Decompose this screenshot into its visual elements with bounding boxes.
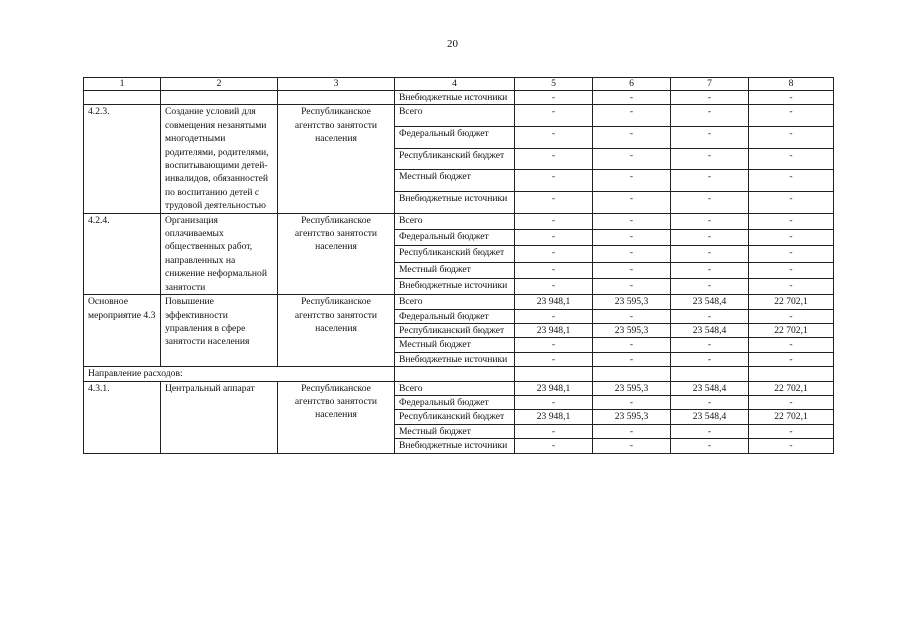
value-cell: - <box>515 148 593 170</box>
value-cell: - <box>515 395 593 409</box>
funding-source: Внебюджетные источники <box>395 352 515 366</box>
funding-source: Федеральный бюджет <box>395 229 515 245</box>
value-cell: - <box>671 91 749 105</box>
value-cell: 22 702,1 <box>749 295 834 309</box>
value-cell: - <box>593 170 671 192</box>
value-cell: - <box>515 127 593 149</box>
table-row <box>84 213 834 229</box>
activity-name: Создание условий для совмещения незанятыми многодетными родителями, родителями, воспитывающими детей-инвалидов, обязанностей по воспитанию детей с трудовой деятельностью <box>161 105 278 213</box>
value-cell: - <box>749 395 834 409</box>
funding-source: Местный бюджет <box>395 170 515 192</box>
empty-cell <box>515 367 593 381</box>
value-cell: - <box>671 424 749 438</box>
funding-source: Республиканский бюджет <box>395 323 515 337</box>
value-cell: - <box>515 213 593 229</box>
value-cell: - <box>671 148 749 170</box>
value-cell: - <box>671 127 749 149</box>
value-cell: 23 948,1 <box>515 381 593 395</box>
activity-code: 4.3.1. <box>84 381 161 453</box>
value-cell: - <box>749 127 834 149</box>
value-cell: - <box>749 229 834 245</box>
table-row <box>84 295 834 309</box>
empty-cell <box>671 367 749 381</box>
value-cell: 23 595,3 <box>593 295 671 309</box>
value-cell: - <box>593 278 671 294</box>
value-cell: - <box>593 213 671 229</box>
activity-code: 4.2.3. <box>84 105 161 213</box>
funding-source: Республиканский бюджет <box>395 246 515 262</box>
value-cell: 23 548,4 <box>671 410 749 424</box>
value-cell: - <box>515 309 593 323</box>
value-cell: - <box>593 191 671 213</box>
executor: Республиканское агентство занятости населения <box>278 213 395 294</box>
activity-code: 4.2.4. <box>84 213 161 294</box>
value-cell: - <box>749 439 834 453</box>
empty-cell <box>593 367 671 381</box>
value-cell: - <box>593 424 671 438</box>
value-cell: - <box>671 213 749 229</box>
value-cell: - <box>749 309 834 323</box>
empty-cell <box>749 367 834 381</box>
column-number-header: 6 <box>593 78 671 91</box>
column-number-header: 3 <box>278 78 395 91</box>
value-cell: - <box>515 229 593 245</box>
funding-source: Федеральный бюджет <box>395 127 515 149</box>
executor: Республиканское агентство занятости населения <box>278 381 395 453</box>
funding-source: Всего <box>395 381 515 395</box>
budget-table <box>83 77 834 454</box>
page-number: 20 <box>447 38 458 50</box>
column-number-header: 7 <box>671 78 749 91</box>
value-cell: - <box>515 170 593 192</box>
value-cell: - <box>593 127 671 149</box>
table-row <box>84 105 834 127</box>
funding-source: Внебюджетные источники <box>395 439 515 453</box>
value-cell: - <box>749 170 834 192</box>
value-cell: - <box>593 309 671 323</box>
empty-cell <box>278 91 395 105</box>
funding-source: Всего <box>395 105 515 127</box>
value-cell: - <box>593 352 671 366</box>
value-cell: - <box>749 352 834 366</box>
funding-source: Республиканский бюджет <box>395 148 515 170</box>
value-cell: - <box>749 262 834 278</box>
funding-source: Местный бюджет <box>395 262 515 278</box>
value-cell: - <box>671 278 749 294</box>
value-cell: - <box>671 439 749 453</box>
value-cell: 23 948,1 <box>515 323 593 337</box>
value-cell: 22 702,1 <box>749 410 834 424</box>
empty-cell <box>161 91 278 105</box>
funding-source: Внебюджетные источники <box>395 278 515 294</box>
value-cell: 23 948,1 <box>515 295 593 309</box>
table-row <box>84 91 834 105</box>
value-cell: - <box>593 105 671 127</box>
section-label: Направление расходов: <box>84 367 395 381</box>
value-cell: - <box>671 229 749 245</box>
value-cell: - <box>515 191 593 213</box>
value-cell: - <box>515 278 593 294</box>
value-cell: - <box>671 262 749 278</box>
value-cell: - <box>515 91 593 105</box>
value-cell: 23 548,4 <box>671 295 749 309</box>
activity-name: Центральный аппарат <box>161 381 278 453</box>
funding-source: Всего <box>395 295 515 309</box>
empty-cell <box>84 91 161 105</box>
column-number-header: 8 <box>749 78 834 91</box>
funding-source: Республиканский бюджет <box>395 410 515 424</box>
value-cell: - <box>593 91 671 105</box>
activity-name: Повышение эффективности управления в сфере занятости населения <box>161 295 278 367</box>
value-cell: - <box>671 246 749 262</box>
funding-source: Местный бюджет <box>395 424 515 438</box>
activity-code: Основное мероприятие 4.3 <box>84 295 161 367</box>
value-cell: - <box>749 278 834 294</box>
value-cell: 23 548,4 <box>671 323 749 337</box>
value-cell: - <box>671 352 749 366</box>
value-cell: - <box>593 439 671 453</box>
value-cell: - <box>749 105 834 127</box>
value-cell: - <box>671 170 749 192</box>
funding-source: Федеральный бюджет <box>395 395 515 409</box>
funding-source: Местный бюджет <box>395 338 515 352</box>
value-cell: - <box>593 148 671 170</box>
activity-name: Организация оплачиваемых общественных работ, направленных на снижение неформальной занятости <box>161 213 278 294</box>
table-row <box>84 381 834 395</box>
value-cell: - <box>515 246 593 262</box>
value-cell: - <box>515 439 593 453</box>
funding-source: Всего <box>395 213 515 229</box>
value-cell: 23 548,4 <box>671 381 749 395</box>
value-cell: - <box>671 338 749 352</box>
value-cell: - <box>749 91 834 105</box>
value-cell: - <box>749 213 834 229</box>
section-row <box>84 367 834 381</box>
value-cell: - <box>515 338 593 352</box>
value-cell: - <box>515 352 593 366</box>
value-cell: - <box>593 262 671 278</box>
executor: Республиканское агентство занятости населения <box>278 295 395 367</box>
value-cell: - <box>593 395 671 409</box>
value-cell: - <box>749 246 834 262</box>
value-cell: - <box>671 105 749 127</box>
value-cell: - <box>593 246 671 262</box>
value-cell: - <box>749 338 834 352</box>
value-cell: 22 702,1 <box>749 323 834 337</box>
column-number-header: 4 <box>395 78 515 91</box>
column-number-header: 1 <box>84 78 161 91</box>
value-cell: - <box>515 424 593 438</box>
value-cell: - <box>749 191 834 213</box>
value-cell: - <box>515 262 593 278</box>
value-cell: 22 702,1 <box>749 381 834 395</box>
empty-cell <box>395 367 515 381</box>
funding-source: Внебюджетные источники <box>395 191 515 213</box>
value-cell: - <box>749 424 834 438</box>
value-cell: - <box>749 148 834 170</box>
value-cell: 23 595,3 <box>593 410 671 424</box>
funding-source: Внебюджетные источники <box>395 91 515 105</box>
value-cell: - <box>671 309 749 323</box>
column-number-header: 2 <box>161 78 278 91</box>
value-cell: 23 595,3 <box>593 381 671 395</box>
funding-source: Федеральный бюджет <box>395 309 515 323</box>
value-cell: 23 595,3 <box>593 323 671 337</box>
value-cell: - <box>671 191 749 213</box>
column-number-row <box>84 78 834 91</box>
column-number-header: 5 <box>515 78 593 91</box>
value-cell: - <box>593 338 671 352</box>
value-cell: - <box>593 229 671 245</box>
executor: Республиканское агентство занятости населения <box>278 105 395 213</box>
value-cell: 23 948,1 <box>515 410 593 424</box>
value-cell: - <box>671 395 749 409</box>
value-cell: - <box>515 105 593 127</box>
